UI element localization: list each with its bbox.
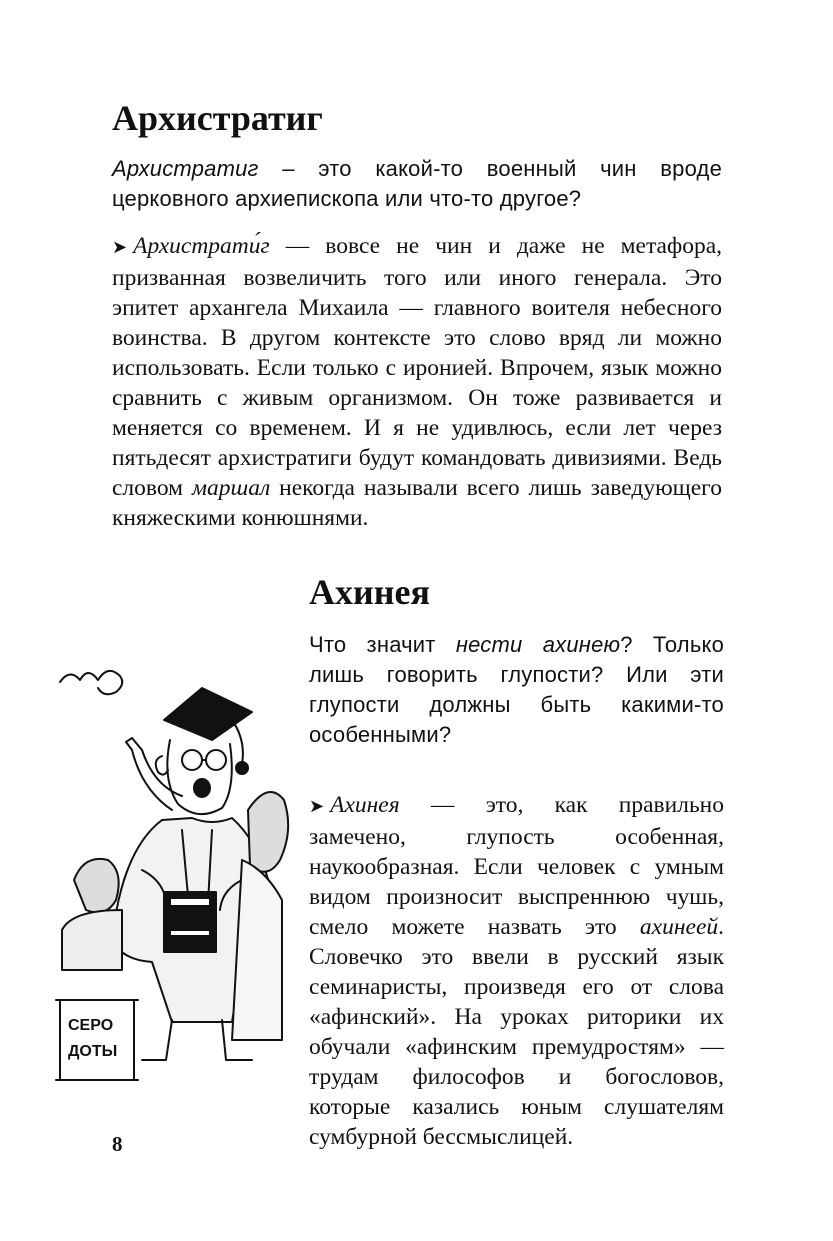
glasses-right xyxy=(206,750,226,770)
bust-right xyxy=(248,792,288,872)
answer-text-part1: — вовсе не чин и даже не метафора, призванная возвеличить того или иного генерала. Это эпитет архангела Михаила — главного воителя небесного воинства. В другом контексте это слово вряд ли можно использовать. Если только с иронией. Впрочем, язык можно сравнить с живым организмом. Он тоже развивается и меняется со временем. И я не удивлюсь, если лет через пятьдесят архистратиги будут командовать дивизиями. Ведь словом xyxy=(112,233,722,501)
answer-emphasis: ахинеей xyxy=(639,914,719,940)
answer-emphasis: маршал xyxy=(191,475,271,501)
pedestal-inscription-line2: ДОТЫ xyxy=(68,1043,118,1060)
answer-arhistratig xyxy=(112,231,722,533)
question-text-part2: ? Только лишь говорить глупости? Или эти глупости должны быть какими-то особенными? xyxy=(309,632,725,747)
question-text-part1: Что значит xyxy=(309,632,456,657)
question-ahineya xyxy=(309,630,724,750)
bust-left xyxy=(74,859,119,913)
answer-ahineya xyxy=(309,790,724,1152)
answer-text-part1: — это, как правильно замечено, глупость особенная, наукообразная. Если человек с умным видом произносит выспреннюю чушь, смело можете назвать это xyxy=(309,792,724,940)
ear xyxy=(156,756,168,775)
scribble-doodle xyxy=(60,671,122,694)
question-text: – это какой-то военный чин вроде церковного архиепископа или что-то другое? xyxy=(112,156,722,211)
heading-ahineya: Ахинея xyxy=(309,572,430,612)
open-mouth xyxy=(194,779,210,797)
heading-arhistratig: Архистратиг xyxy=(112,98,323,138)
glasses-left xyxy=(182,750,202,770)
answer-text-part2: . Словечко это ввели в русский язык семинаристы, произведя его от слова «афинский». На уроках риторики их обучали «афинским премудростям» — трудам философов и богословов, которые казались юным слушателям сумбурной бессмыслицей. xyxy=(309,914,724,1150)
answer-text-part2: некогда называли всего лишь заведующего княжескими конюшнями. xyxy=(112,475,722,531)
question-arhistratig xyxy=(112,154,722,214)
tassel-icon xyxy=(236,762,248,774)
answer-term: Ахинея xyxy=(330,792,400,818)
answer-term: Архистрати́г xyxy=(133,233,270,259)
arrow-marker-icon: ➤ xyxy=(309,796,325,817)
arrow-marker-icon: ➤ xyxy=(112,237,128,258)
scholar-illustration xyxy=(52,660,292,1100)
pedestal-inscription-line1: СЕРО xyxy=(68,1017,114,1034)
question-term: Архистратиг xyxy=(112,156,259,181)
raised-arm xyxy=(126,738,182,810)
page-number: 8 xyxy=(112,1132,123,1156)
question-term: нести ахинею xyxy=(455,632,621,657)
pedestal xyxy=(60,1000,134,1080)
